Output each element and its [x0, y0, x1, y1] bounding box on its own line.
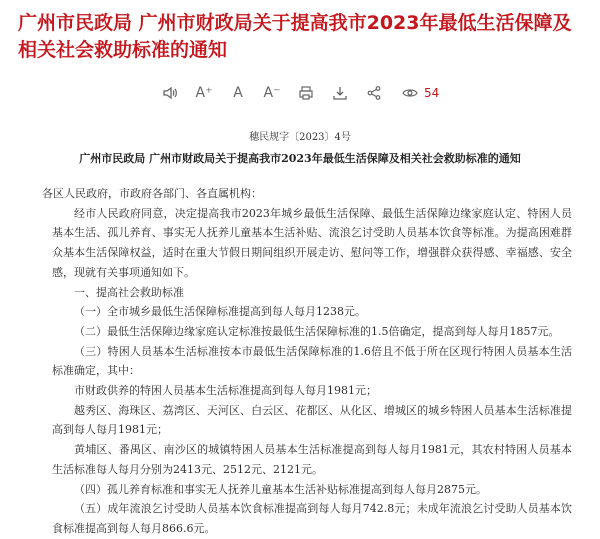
eye-icon [400, 82, 420, 104]
paragraph: （五）成年流浪乞讨受助人员基本饮食标准提高到每人每月742.8元；未成年流浪乞讨受助人员基本饮食标准提高到每人每月866.6元。 [52, 502, 572, 535]
font-decrease-label: A⁻ [263, 85, 281, 101]
paragraph: （二）最低生活保障边缘家庭认定标准按最低生活保障标准的1.5倍确定，提高到每人每月1857元。 [74, 324, 560, 338]
article-toolbar [160, 80, 439, 106]
document-title: 广州市民政局 广州市财政局关于提高我市2023年最低生活保障及相关社会救助标准的通知 [79, 152, 521, 165]
paragraph: （四）孤儿养育标准和事实无人抚养儿童基本生活补贴标准提高到每人每月2875元。 [74, 482, 487, 496]
speaker-icon[interactable] [160, 82, 180, 104]
paragraph: （三）特困人员基本生活标准按本市最低生活保障标准的1.6倍且不低于所在区现行特困人员基本生活标准确定，其中： [52, 344, 572, 378]
paragraph: 黄埔区、番禺区、南沙区的城镇特困人员基本生活标准提高到每人每月1981元，其农村特困人员基本生活标准每人每月分别为2413元、2512元、2121元。 [52, 443, 572, 476]
share-icon[interactable] [364, 82, 384, 104]
salutation: 各区人民政府，市政府各部门、各直属机构： [42, 187, 262, 200]
font-increase-icon[interactable] [194, 82, 214, 104]
download-icon[interactable] [330, 82, 350, 104]
font-increase-label: A⁺ [195, 85, 213, 101]
font-normal-label: A [233, 85, 243, 101]
document-number: 穗民规字〔2023〕4号 [249, 132, 351, 143]
paragraph: （一）全市城乡最低生活保障标准提高到每人每月1238元。 [74, 305, 366, 319]
font-decrease-icon[interactable] [262, 82, 282, 104]
paragraph: 越秀区、海珠区、荔湾区、天河区、白云区、花都区、从化区、增城区的城乡特困人员基本生活标准提高到每人每月1981元； [52, 403, 572, 437]
document-body [42, 184, 572, 539]
view-counter [400, 82, 439, 104]
paragraph: 市财政供养的特困人员基本生活标准提高到每人每月1981元； [74, 384, 377, 398]
paragraph: 经市人民政府同意，决定提高我市2023年城乡最低生活保障、最低生活保障边缘家庭认定、特困人员基本生活、孤儿养育、事实无人抚养儿童基本生活补贴、流浪乞讨受助人员基本饮食等标准。为提高困难群众基本生活保障权益，适时在重大节假日期间组织开展走访、慰问等工作，增强群众获得感、幸福感、安全感，现就有关事项通知如下。 [52, 206, 572, 279]
article-headline: 广州市民政局 广州市财政局关于提高我市2023年最低生活保障及相关社会救助标准的通知 [18, 12, 572, 61]
print-icon[interactable] [296, 82, 316, 104]
view-count: 54 [424, 86, 440, 100]
font-normal-icon[interactable] [228, 82, 248, 104]
section-heading: 一、提高社会救助标准 [74, 285, 184, 299]
